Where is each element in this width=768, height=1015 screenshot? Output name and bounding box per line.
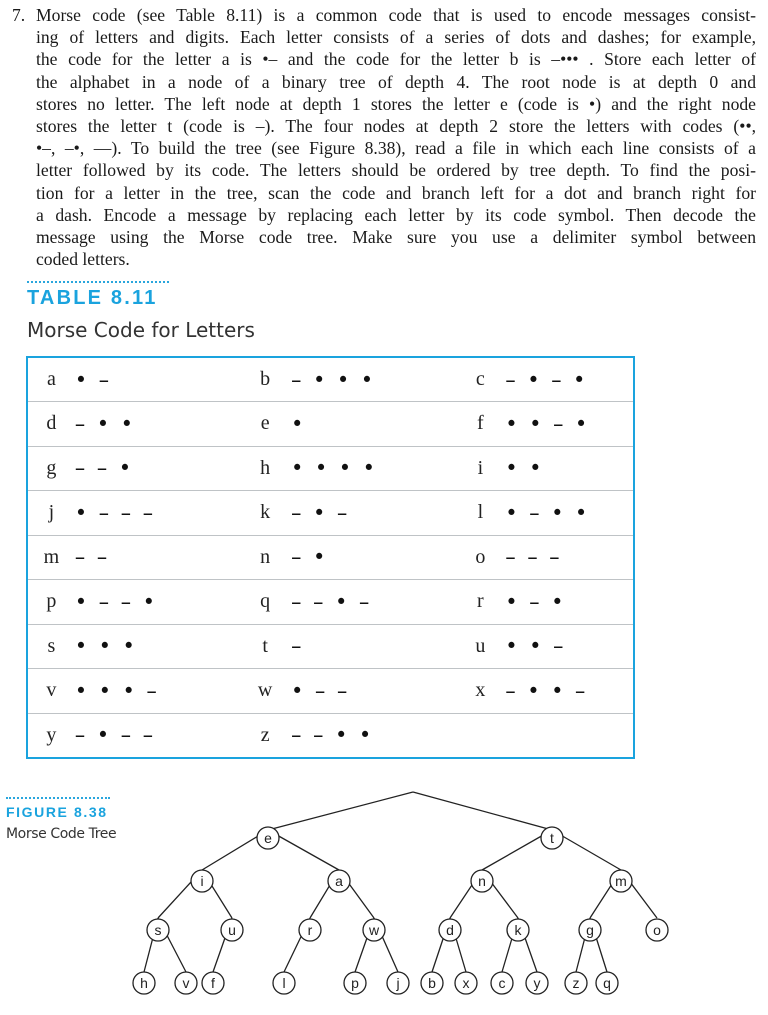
exercise-line: the alphabet in a node of a binary tree of depth 4. The root node is at depth 0 and — [36, 71, 756, 92]
table-row — [27, 446, 634, 491]
code-cell: • – – — [291, 669, 455, 714]
node-label: d — [446, 922, 454, 938]
tree-node-y — [526, 972, 548, 994]
table-row — [27, 491, 634, 536]
tree-edge — [268, 792, 552, 830]
code-cell: – • – — [291, 491, 455, 536]
tree-node-g — [579, 919, 601, 941]
node-label: r — [307, 922, 313, 938]
tree-node-k — [507, 919, 529, 941]
node-label: a — [335, 873, 343, 889]
node-label: n — [478, 873, 486, 889]
letter-cell: t — [239, 624, 291, 669]
code-cell: – – — [75, 535, 239, 580]
letter-cell: n — [239, 535, 291, 580]
tree-node-l — [273, 972, 295, 994]
node-label: o — [653, 922, 661, 938]
figure-caption: Morse Code Tree — [6, 826, 117, 842]
exercise-line: tion for a letter in the tree, scan the code and branch left for a dot and branch right for — [36, 182, 756, 203]
table-row — [27, 357, 634, 402]
node-label: q — [603, 975, 611, 991]
node-label: c — [498, 975, 506, 991]
tree-node-u — [221, 919, 243, 941]
letter-cell: q — [239, 580, 291, 625]
node-label: g — [586, 922, 594, 938]
tree-node-c — [491, 972, 513, 994]
tree-node-e — [257, 827, 279, 849]
node-label: h — [140, 975, 148, 991]
code-cell: – • — [291, 535, 455, 580]
letter-cell: p — [27, 580, 75, 625]
letter-cell: m — [27, 535, 75, 580]
code-cell: – • – • — [505, 367, 588, 392]
tree-node-q — [596, 972, 618, 994]
letter-cell: j — [27, 491, 75, 536]
letter-cell: h — [239, 446, 291, 491]
tree-node-t — [541, 827, 563, 849]
letter-cell: w — [239, 669, 291, 714]
exercise-line: coded letters. — [36, 249, 130, 270]
node-label: z — [572, 975, 580, 991]
table-row — [27, 669, 634, 714]
code-cell: – – • • — [291, 713, 455, 758]
exercise-7 — [12, 4, 756, 270]
code-cell: – • • — [75, 402, 239, 447]
letter-cell: r — [456, 580, 506, 625]
table-row — [27, 580, 634, 625]
node-label: i — [200, 873, 204, 889]
tree-node-f — [202, 972, 224, 994]
code-cell: • • • — [75, 624, 239, 669]
letter-cell: a — [46, 368, 56, 390]
table-row — [27, 535, 634, 580]
node-label: w — [368, 922, 380, 938]
code-cell: • • • • — [291, 446, 455, 491]
exercise-line: a dash. Encode a message by replacing each letter by its code symbol. Then decode the — [36, 204, 756, 225]
exercise-line: ing of letters and digits. Each letter consists of a series of dots and dashes; for example, — [36, 27, 756, 48]
node-label: k — [514, 922, 522, 938]
table-caption: Morse Code for Letters — [27, 318, 255, 342]
tree-node-w — [363, 919, 385, 941]
exercise-line: •–, –•, —). To build the tree (see Figure 8.38), read a file in which each line consists of a — [36, 138, 756, 159]
code-cell: – – • — [75, 446, 239, 491]
node-label: y — [533, 975, 541, 991]
tree-node-v — [175, 972, 197, 994]
exercise-line: Morse code (see Table 8.11) is a common code that is used to encode messages consist- — [36, 5, 756, 25]
node-label: f — [211, 975, 215, 991]
code-cell: • — [291, 402, 455, 447]
exercise-line: the code for the letter a is •– and the code for the letter b is –••• . Store each letter of — [36, 49, 756, 70]
letter-cell: s — [27, 624, 75, 669]
tree-node-j — [387, 972, 409, 994]
node-label: j — [396, 975, 400, 991]
code-cell: – – • – — [291, 580, 455, 625]
code-cell: • – – • — [75, 580, 239, 625]
letter-cell: l — [456, 491, 506, 536]
letter-cell: d — [27, 402, 75, 447]
code-cell: – – – — [505, 535, 634, 580]
node-label: l — [282, 975, 286, 991]
code-cell: • • – • — [505, 402, 634, 447]
tree-node-d — [439, 919, 461, 941]
letter-cell: i — [456, 446, 506, 491]
letter-cell: u — [456, 624, 506, 669]
tree-node-s — [147, 919, 169, 941]
code-cell: – • • • — [291, 367, 376, 392]
tree-node-h — [133, 972, 155, 994]
letter-cell: e — [239, 402, 291, 447]
node-label: x — [462, 975, 470, 991]
letter-cell: z — [239, 713, 291, 758]
empty-cell — [456, 713, 506, 758]
tree-node-x — [455, 972, 477, 994]
code-cell: – — [291, 624, 455, 669]
table-row — [27, 624, 634, 669]
tree-node-z — [565, 972, 587, 994]
tree-edges — [144, 792, 657, 972]
node-label: m — [615, 873, 627, 889]
table-row — [27, 713, 634, 758]
exercise-text — [36, 4, 756, 270]
figure-label: FIGURE 8.38 — [6, 804, 108, 820]
code-cell: • • – — [505, 624, 634, 669]
table-row — [27, 402, 634, 447]
letter-cell: b — [260, 368, 271, 390]
tree-node-b — [421, 972, 443, 994]
code-cell: • – • — [505, 580, 634, 625]
code-cell: • – – – — [75, 491, 239, 536]
letter-cell: v — [27, 669, 75, 714]
node-label: v — [182, 975, 190, 991]
tree-node-p — [344, 972, 366, 994]
tree-node-i — [191, 870, 213, 892]
exercise-line: stores no letter. The left node at depth 1 stores the letter e (code is •) and the right node — [36, 93, 756, 114]
node-label: u — [228, 922, 236, 938]
node-label: t — [550, 830, 554, 846]
code-cell: • • • – — [75, 669, 239, 714]
letter-cell: y — [27, 713, 75, 758]
tree-node-r — [299, 919, 321, 941]
table-label: TABLE 8.11 — [27, 287, 158, 309]
morse-code-tree — [0, 780, 768, 1015]
code-cell: – • – – — [75, 713, 239, 758]
node-label: e — [264, 830, 272, 846]
code-cell: • – — [74, 367, 112, 392]
letter-cell: g — [27, 446, 75, 491]
code-cell: – • • – — [505, 669, 634, 714]
morse-code-table — [26, 356, 635, 759]
node-label: s — [154, 922, 162, 938]
letter-cell: k — [239, 491, 291, 536]
letter-cell: x — [456, 669, 506, 714]
exercise-number: 7. — [12, 5, 26, 25]
code-cell: • • — [505, 446, 634, 491]
tree-node-m — [610, 870, 632, 892]
exercise-line: message using the Morse code tree. Make sure you use a delimiter symbol between — [36, 227, 756, 248]
letter-cell: f — [456, 402, 506, 447]
letter-cell: o — [456, 535, 506, 580]
node-label: b — [428, 975, 436, 991]
empty-cell — [505, 713, 634, 758]
exercise-line: letter followed by its code. The letters should be ordered by tree depth. To find the posi- — [36, 160, 756, 181]
letter-cell: c — [475, 368, 485, 390]
exercise-line: stores the letter t (code is –). The four nodes at depth 2 store the letters with codes (••, — [36, 116, 756, 137]
tree-node-n — [471, 870, 493, 892]
tree-node-o — [646, 919, 668, 941]
code-cell: • – • • — [505, 491, 634, 536]
table-rule — [27, 281, 169, 283]
node-label: p — [351, 975, 359, 991]
tree-node-a — [328, 870, 350, 892]
